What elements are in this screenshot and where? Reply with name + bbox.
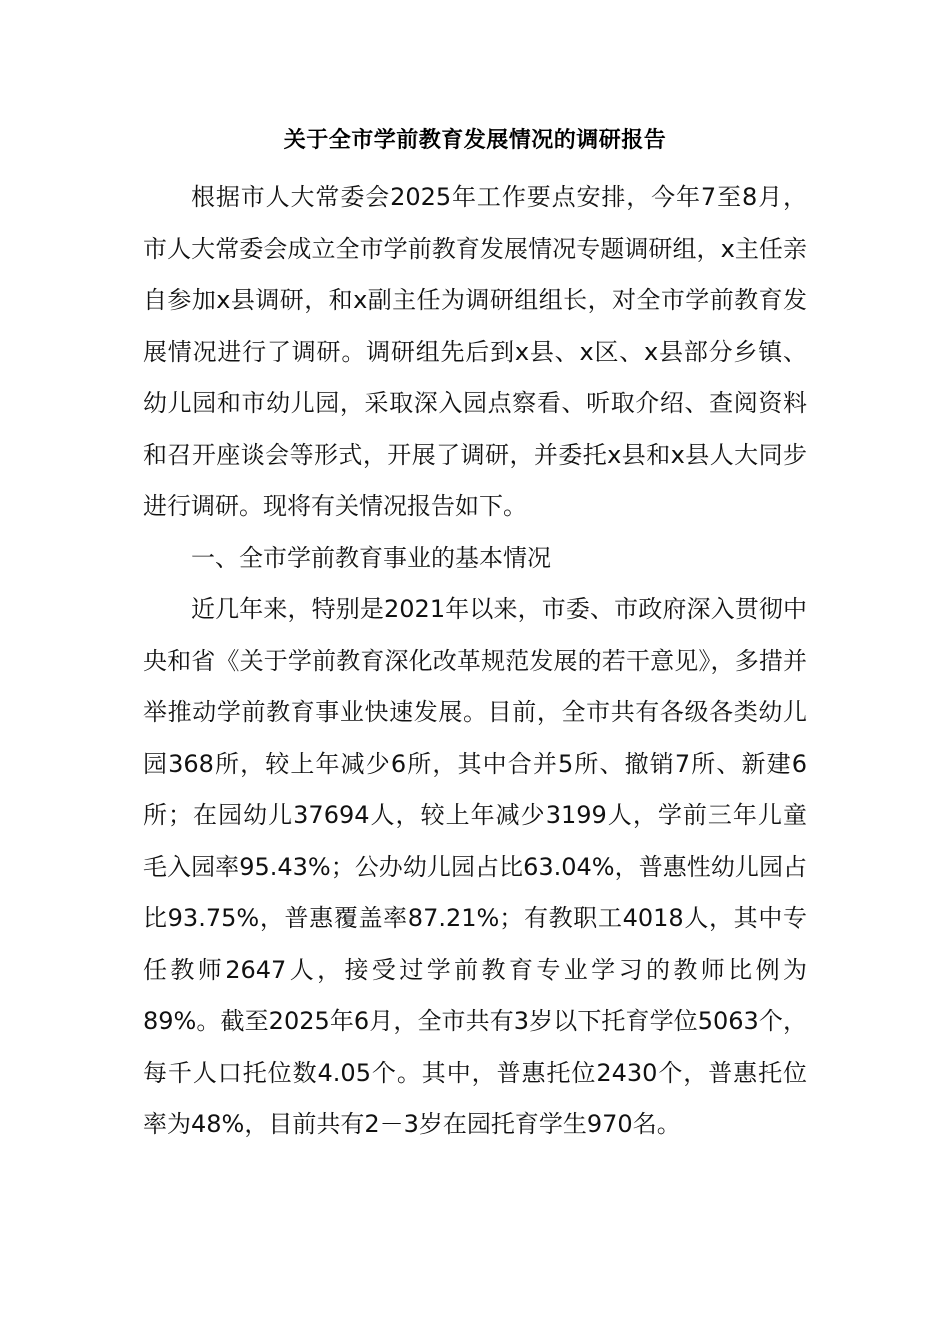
paragraph-basic-situation: 近几年来，特别是2021年以来，市委、市政府深入贯彻中央和省《关于学前教育深化改革规范发展的若干意见》，多措并举推动学前教育事业快速发展。目前，全市共有各级各类幼儿园368所，较上年减少6所，其中合并5所、撤销7所、新建6所；在园幼儿37694人，较上年减少3199人，学前三年儿童毛入园率95.43%；公办幼儿园占比63.04%，普惠性幼儿园占比93.75%，普惠覆盖率87.21%；有教职工4018人，其中专任教师2647人，接受过学前教育专业学习的教师比例为89%。截至2025年6月，全市共有3岁以下托育学位5063个，每千人口托位数4.05个。其中，普惠托位2430个，普惠托位率为48%，目前共有2－3岁在园托育学生970名。 — [143, 595, 807, 1138]
section-heading: 一、全市学前教育事业的基本情况 — [191, 543, 551, 572]
document-title: 关于全市学前教育发展情况的调研报告 — [283, 128, 667, 153]
document-body — [143, 172, 807, 1151]
paragraph-intro: 根据市人大常委会2025年工作要点安排，今年7至8月，市人大常委会成立全市学前教育发展情况专题调研组，x主任亲自参加x县调研，和x副主任为调研组组长，对全市学前教育发展情况进行了调研。调研组先后到x县、x区、x县部分乡镇、幼儿园和市幼儿园，采取深入园点察看、听取介绍、查阅资料和召开座谈会等形式，开展了调研，并委托x县和x县人大同步进行调研。现将有关情况报告如下。 — [143, 183, 807, 520]
